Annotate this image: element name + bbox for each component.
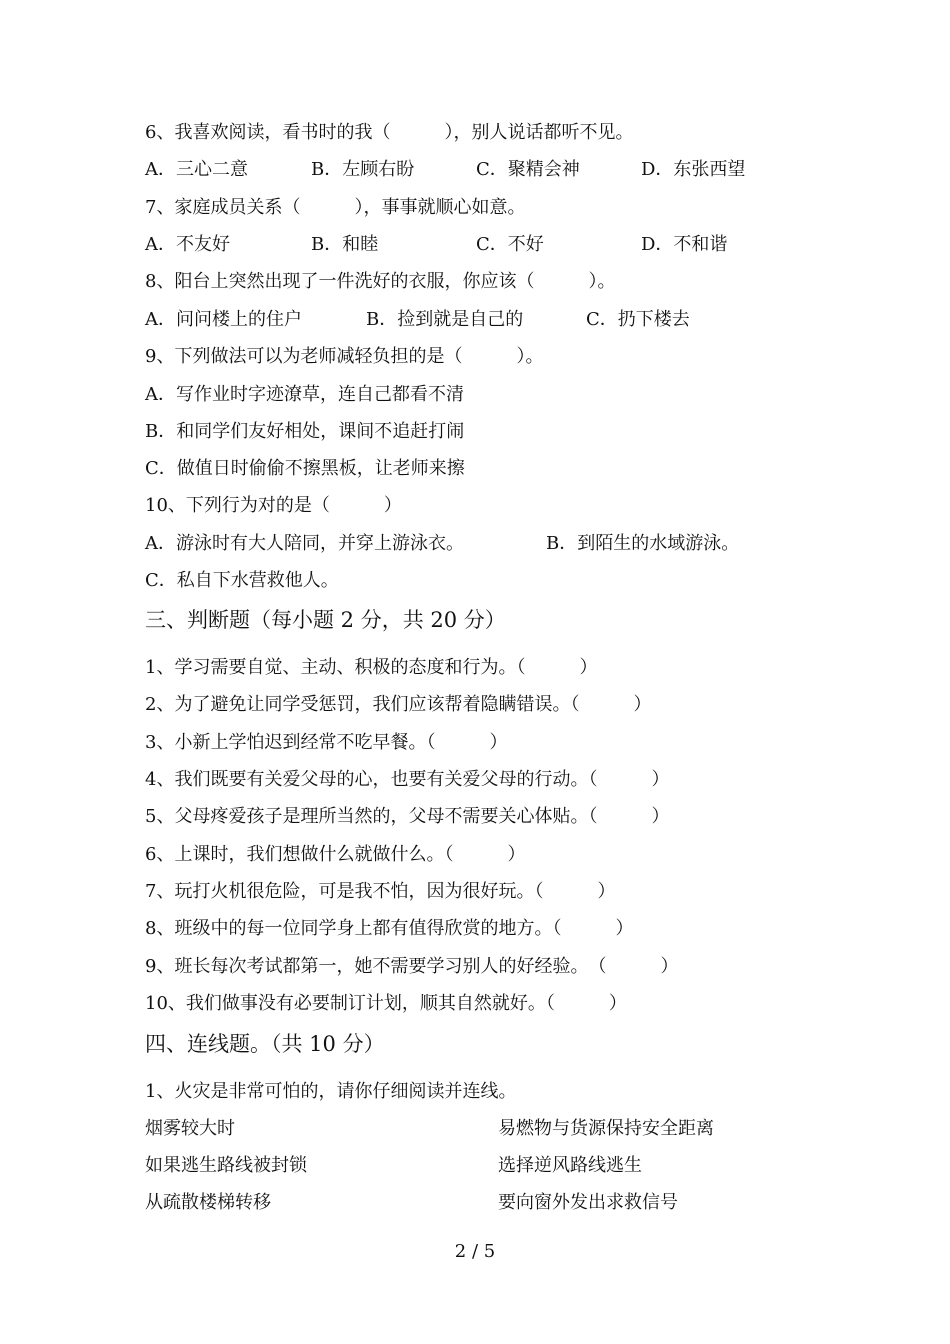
question-9-option-a: A．写作业时字迹潦草，连自己都看不清 [145,384,464,405]
matching-left-2: 如果逃生路线被封锁 [145,1155,307,1176]
question-10-stem: 10、下列行为对的是（ ） [145,495,402,516]
judgment-item-10: 10、我们做事没有必要制订计划，顺其自然就好。（ ） [145,993,627,1014]
judgment-item-8: 8、班级中的每一位同学身上都有值得欣赏的地方。（ ） [145,918,634,939]
question-10-option-c: C．私自下水营救他人。 [145,570,339,591]
question-9-option-c: C．做值日时偷偷不擦黑板，让老师来擦 [145,458,465,479]
matching-right-3: 要向窗外发出求救信号 [498,1192,678,1213]
question-10-option-b: B．到陌生的水域游泳。 [546,533,740,554]
page-number: 2 / 5 [454,1241,496,1262]
judgment-item-4: 4、我们既要有关爱父母的心，也要有关爱父母的行动。（ ） [145,769,670,790]
question-7-option-b: B．和睦 [311,234,379,255]
question-7-option-c: C．不好 [476,234,544,255]
matching-question-1: 1、火灾是非常可怕的，请你仔细阅读并连线。 [145,1081,517,1102]
question-8-option-b: B．捡到就是自己的 [366,309,524,330]
section-3-heading: 三、判断题（每小题 2 分，共 20 分） [145,608,506,632]
question-10-option-a: A．游泳时有大人陪同，并穿上游泳衣。 [145,533,464,554]
judgment-item-9: 9、班长每次考试都第一，她不需要学习别人的好经验。 （ ） [145,956,679,977]
judgment-item-2: 2、为了避免让同学受惩罚，我们应该帮着隐瞒错误。（ ） [145,694,652,715]
question-7-option-d: D．不和谐 [641,234,728,255]
question-6-option-d: D．东张西望 [641,159,746,180]
question-7-stem: 7、家庭成员关系（ ），事事就顺心如意。 [145,197,526,218]
question-8-option-c: C．扔下楼去 [586,309,690,330]
matching-left-3: 从疏散楼梯转移 [145,1192,271,1213]
question-8-option-a: A．问问楼上的住户 [145,309,302,330]
question-6-option-c: C．聚精会神 [476,159,580,180]
judgment-item-6: 6、上课时，我们想做什么就做什么。（ ） [145,844,526,865]
judgment-item-7: 7、玩打火机很危险，可是我不怕，因为很好玩。（ ） [145,881,616,902]
judgment-item-3: 3、小新上学怕迟到经常不吃早餐。（ ） [145,732,508,753]
section-4-heading: 四、连线题。（共 10 分） [145,1032,385,1056]
question-9-option-b: B．和同学们友好相处，课间不追赶打闹 [145,421,465,442]
question-9-stem: 9、下列做法可以为老师减轻负担的是（ ）。 [145,346,544,367]
question-8-stem: 8、阳台上突然出现了一件洗好的衣服，你应该（ ）。 [145,271,616,292]
question-6-stem: 6、我喜欢阅读，看书时的我（ ），别人说话都听不见。 [145,122,634,143]
matching-right-2: 选择逆风路线逃生 [498,1155,642,1176]
matching-right-1: 易燃物与货源保持安全距离 [498,1118,714,1139]
question-6-option-a: A．三心二意 [145,159,248,180]
question-7-option-a: A．不友好 [145,234,230,255]
judgment-item-1: 1、学习需要自觉、主动、积极的态度和行为。（ ） [145,657,598,678]
question-6-option-b: B．左顾右盼 [311,159,415,180]
judgment-item-5: 5、父母疼爱孩子是理所当然的，父母不需要关心体贴。（ ） [145,806,670,827]
matching-left-1: 烟雾较大时 [145,1118,235,1139]
